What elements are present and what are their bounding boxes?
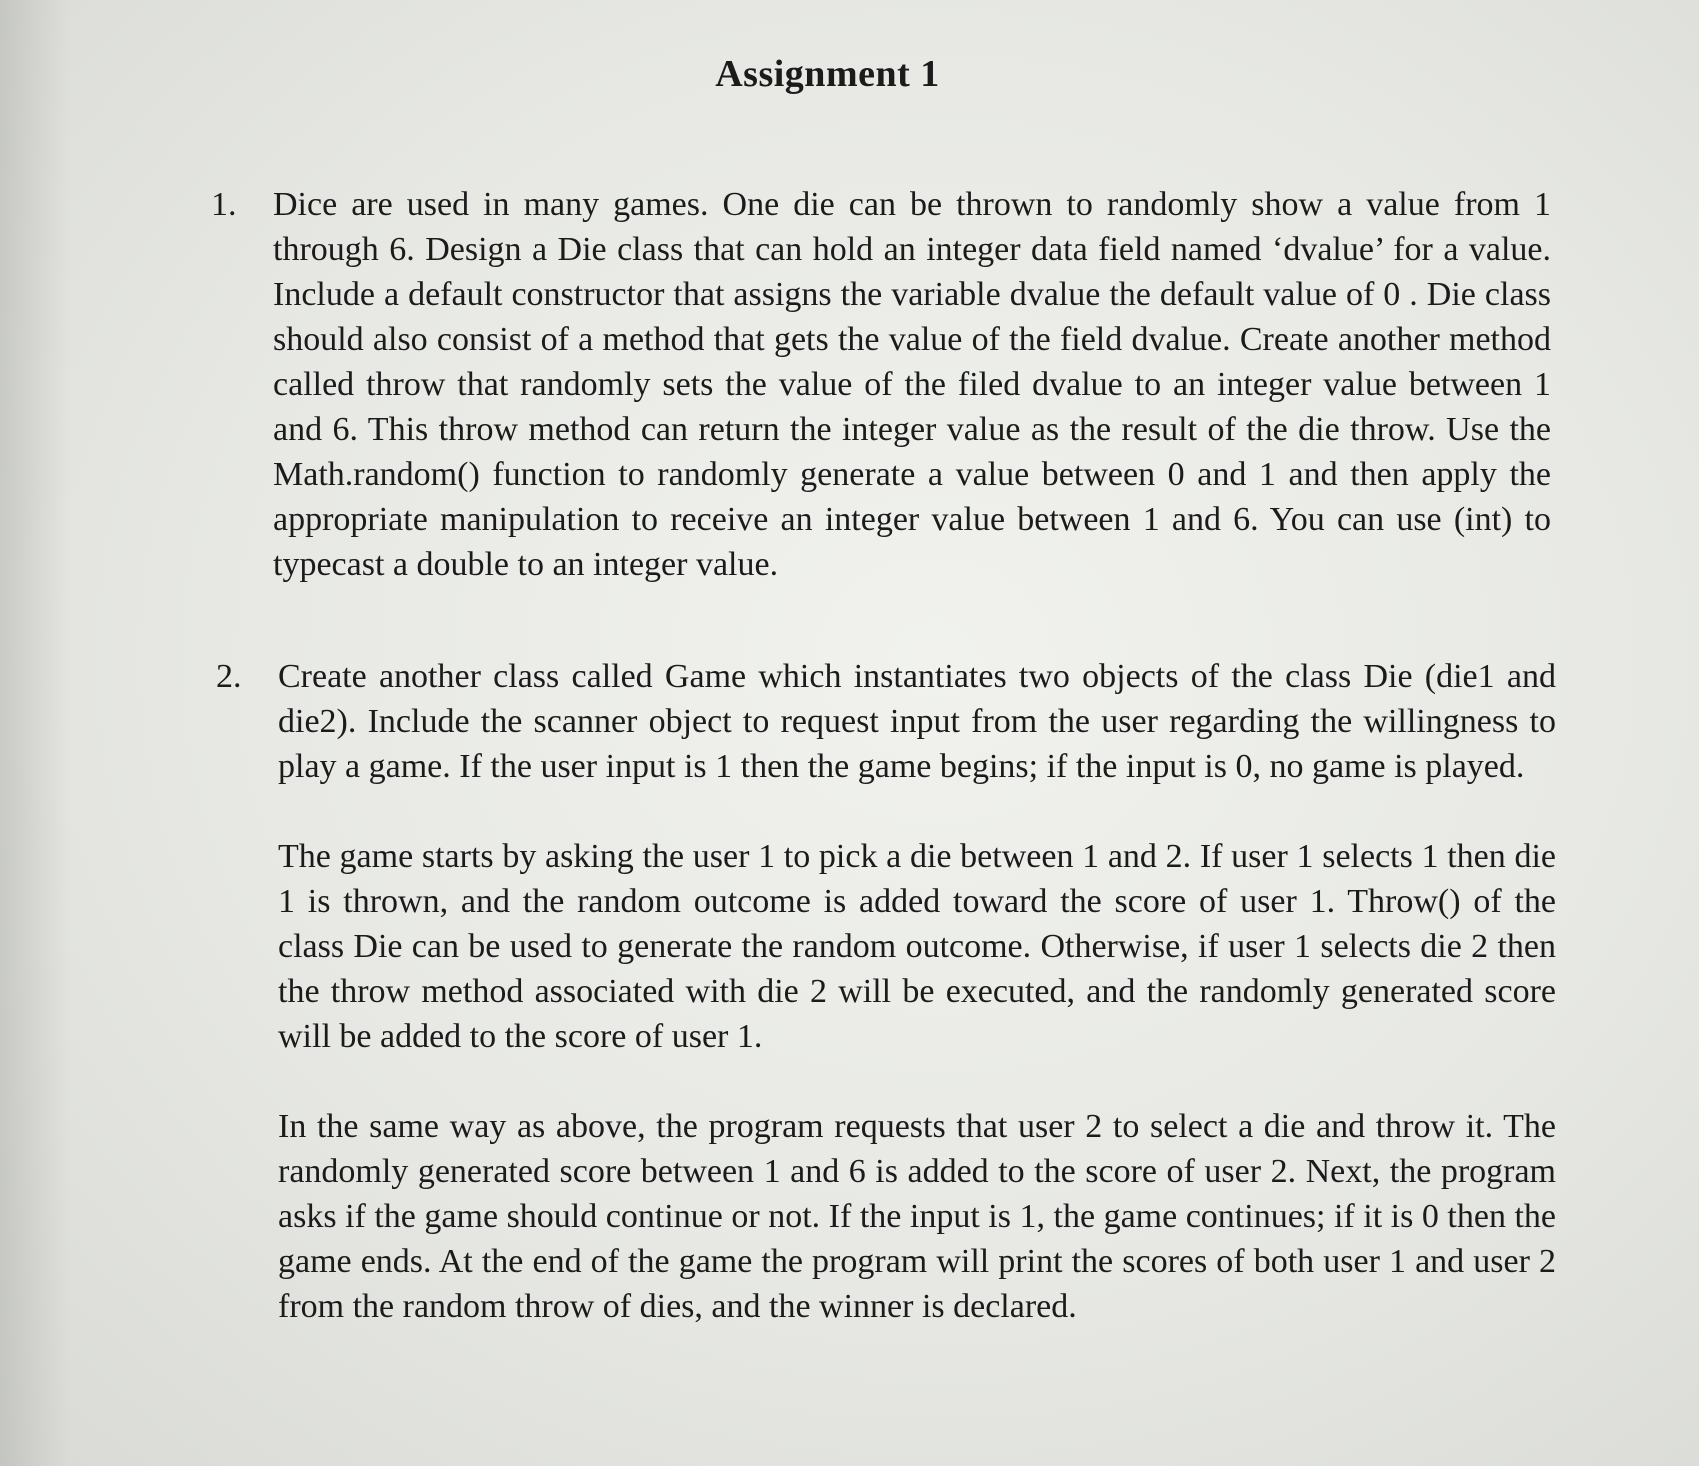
paragraph: Dice are used in many games. One die can be thrown to randomly show a value from 1 through 6. Design a Die class that can hold an integer data field named ‘dvalue’ for a value. Include a default constructor that assigns the variable dvalue the default value of 0 . Die class should also consist of a method that gets the value of the field dvalue. Create another method called throw that randomly sets the value of the filed dvalue to an integer value between 1 and 6. This throw method can return the integer value as the result of the die throw. Use the Math.random() function to randomly generate a value between 0 and 1 and then apply the appropriate manipulation to receive an integer value between 1 and 6. You can use (int) to typecast a double to an integer value. (273, 186, 1551, 583)
page-shadow (0, 0, 70, 1466)
list-item-2 (216, 654, 1556, 1329)
paragraph: Create another class called Game which instantiates two objects of the class Die (die1 and die2). Include the scanner object to request input from the user regarding the willingness to play a game. If the user input is 1 then the game begins; if the input is 0, no game is played. (278, 658, 1556, 785)
list-item-1 (211, 182, 1551, 587)
list-number: 2. (216, 658, 242, 695)
paragraph: The game starts by asking the user 1 to pick a die between 1 and 2. If user 1 selects 1 then die 1 is thrown, and the random outcome is added toward the score of user 1. Throw() of the class Die can be used to generate the random outcome. Otherwise, if user 1 selects die 2 then the throw method associated with die 2 will be executed, and the randomly generated score will be added to the score of user 1. (278, 838, 1556, 1055)
list-number: 1. (211, 186, 237, 223)
page-title: Assignment 1 (715, 53, 940, 95)
paragraph: In the same way as above, the program requests that user 2 to select a die and throw it. The randomly generated score between 1 and 6 is added to the score of user 2. Next, the program asks if the game should continue or not. If the input is 1, the game continues; if it is 0 then the game ends. At the end of the game the program will print the scores of both user 1 and user 2 from the random throw of dies, and the winner is declared. (278, 1108, 1556, 1325)
